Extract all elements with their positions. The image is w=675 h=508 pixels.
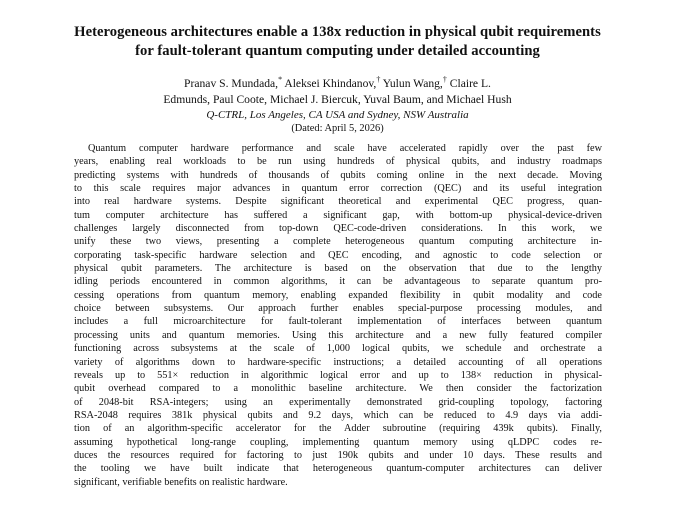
abstract-line: variety of algorithms down to hardware-specific instructions; a detailed accounting of all operations [74,356,602,368]
author-name: Claire L. [446,77,491,90]
abstract [74,142,602,489]
affiliation: Q-CTRL, Los Angeles, CA USA and Sydney, NSW Australia [206,109,469,121]
abstract-line: RSA-2048 requires 381k physical qubits and 9.2 days, which can be reduced to 4.9 days via addi- [74,409,602,421]
abstract-line: reveals up to 551× reduction in algorithmic logical error and up to 138× reduction in physical- [74,369,602,381]
abstract-line: challenges largely disconnected from top-down QEC-code-driven considerations. In this work, we [74,223,602,235]
abstract-line: processing units and quantum memories. Using this architecture and a new fully featured compiler [74,329,602,341]
abstract-line: years, enabling real workloads to be run using hundreds of physical qubits, and industry roadmaps [74,156,602,168]
abstract-line: functioning across subsystems at the scale of 1,000 logical qubits, we schedule and orchestrate a [74,343,602,355]
author-footnote-mark: * [278,75,283,85]
abstract-line: qubit overhead compared to a monolithic baseline architecture. We then consider the factorization [74,383,602,395]
abstract-line: cessing operations from quantum memory, enabling expanded flexibility in qubit modality and code [74,289,602,301]
abstract-line: to this scale requires major advances in quantum error correction (QEC) and its useful integration [74,183,602,195]
abstract-line: idling periods encountered in common algorithms, it can be advantageous to separate quantum pro- [74,276,602,288]
abstract-line: Quantum computer hardware performance and scale have accelerated rapidly over the past few [88,143,602,154]
paper-title [6,23,669,61]
abstract-line: of 2048-bit RSA-integers; using an experimentally demonstrated grid-coupling topology, factoring [74,396,602,408]
title-line-1: Heterogeneous architectures enable a 138x reduction in physical qubit requirements [74,24,601,40]
abstract-line: assuming hypothetical long-range coupling, implementing quantum memory using qLDPC codes re- [74,436,602,448]
author-name: Yulun Wang, [380,77,443,90]
abstract-line: unify these two views, presenting a complete heterogeneous quantum computing architecture in- [74,236,602,248]
abstract-line: predicting systems with hundreds of thousands of qubits coming online in the next decade. Moving [74,169,602,181]
author-name: Aleksei Khindanov, [282,77,377,90]
author-footnote-mark: † [376,75,381,85]
abstract-line: corporating task-specific hardware selection and QEC encoding, and agnostic to code selection or [74,249,602,261]
author-list [40,76,635,108]
abstract-line: physical qubit parameters. The architecture is based on the observation that due to the lengthy [74,263,602,275]
abstract-line: significant, verifiable benefits on realistic hardware. [74,476,288,488]
author-line-2: Edmunds, Paul Coote, Michael J. Biercuk, Yuval Baum, and Michael Hush [163,93,512,106]
abstract-line: duces the resources required for factoring to just 190k qubits and under 10 days. These results and [74,449,602,461]
abstract-line: into real hardware systems. Despite significant theoretical and experimental QEC progress, quan- [74,196,602,208]
abstract-line: the tooling we have built indicate that heterogeneous quantum-computer architectures can deliver [74,463,602,475]
abstract-line: choice between subsystems. Our approach further enables special-purpose processing modules, and [74,303,602,315]
title-line-2: for fault-tolerant quantum computing under detailed accounting [135,43,540,59]
abstract-line: tum computer architecture has suffered a significant gap, with bottom-up physical-device-driven [74,209,602,221]
author-line-1 [40,76,635,92]
author-footnote-mark: † [442,75,447,85]
abstract-line: includes a full microarchitecture for fault-tolerant implementation of interfaces between quantum [74,316,602,328]
author-name: Pranav S. Mundada, [184,77,279,90]
abstract-line: tion of an algorithm-specific accelerator for the Adder subroutine (requiring 439k qubits). Finally, [74,423,602,435]
date-line: (Dated: April 5, 2026) [291,123,384,134]
